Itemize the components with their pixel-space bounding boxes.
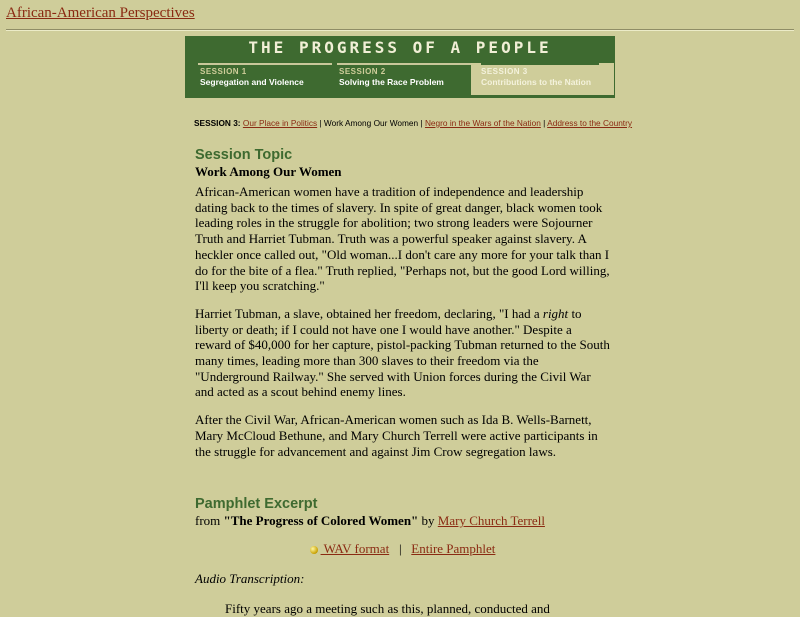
- paragraph-2-emphasis: right: [542, 305, 569, 321]
- pamphlet-by: by: [418, 513, 438, 529]
- paragraph-1: African-American women have a tradition of independence and leadership dating back to the times of slavery. In spite of great danger, black women took leading roles in the struggle for abolition; two strong leaders were Sojourner Truth and Harriet Tubman. Truth was a powerful speaker against slavery. A heckler once called out, "Old woman...I don't care any more for your talk than I do for the bite of a flea." Truth replied, "Perhaps not, but the good Lord willing, I'll keep you scratching.": [195, 184, 610, 294]
- author-link[interactable]: Mary Church Terrell: [437, 513, 545, 529]
- session-subnav: [194, 118, 632, 128]
- media-separator: |: [398, 540, 402, 556]
- audio-transcription-label: Audio Transcription:: [195, 570, 305, 586]
- entire-pamphlet-link[interactable]: Entire Pamphlet: [411, 540, 496, 556]
- subnav-separator: |: [420, 118, 423, 128]
- pamphlet-title: "The Progress of Colored Women": [223, 513, 419, 529]
- tab-session-1[interactable]: [198, 63, 332, 95]
- paragraph-3: After the Civil War, African-American women such as Ida B. Wells-Barnett, Mary McCloud Bethune, and Mary Church Terrell were active participants in the struggle for advancement and against Jim Crow segregation laws.: [195, 412, 598, 459]
- subnav-address-to-the-country[interactable]: Address to the Country: [547, 118, 633, 128]
- pamphlet-excerpt-heading: Pamphlet Excerpt: [195, 496, 318, 513]
- session-topic-subheading: Work Among Our Women: [195, 164, 342, 179]
- paragraph-2-part-a: Harriet Tubman, a slave, obtained her freedom, declaring, "I had a: [195, 305, 543, 321]
- tab-bar: [481, 63, 599, 65]
- tab-number: SESSION 1: [200, 67, 247, 76]
- paragraph-2-part-b: to liberty or death; if I could not have one I would have another." Despite a reward of $40,000 for her capture, pistol-packing Tubman returned to the South many times, leading more than 300 slaves to their freedom via the "Underground Railway." She served with Union forces during the Civil War and acted as a scout behind enemy lines.: [195, 305, 610, 400]
- pamphlet-from: from: [195, 513, 224, 529]
- paragraph-2: [195, 306, 610, 400]
- tab-number: SESSION 3: [481, 67, 528, 76]
- media-links: [195, 541, 610, 557]
- header-divider: [6, 29, 794, 31]
- subnav-label: SESSION 3:: [194, 118, 241, 128]
- subnav-negro-in-the-wars[interactable]: Negro in the Wars of the Nation: [424, 118, 541, 128]
- session-topic-heading: Session Topic: [195, 147, 293, 163]
- tab-session-3[interactable]: [471, 63, 614, 95]
- tab-session-2[interactable]: [337, 63, 471, 95]
- tab-number: SESSION 2: [339, 67, 386, 76]
- tab-name: Segregation and Violence: [200, 77, 304, 87]
- subnav-separator: |: [319, 118, 322, 128]
- tab-bar: [198, 63, 332, 65]
- transcription-text: Fifty years ago a meeting such as this, planned, conducted and: [225, 600, 550, 616]
- pamphlet-source: [195, 513, 610, 529]
- tab-name: Solving the Race Problem: [339, 77, 444, 87]
- audio-bullet-icon: [310, 546, 318, 554]
- main-content: [195, 146, 610, 617]
- banner-title: THE PROGRESS OF A PEOPLE: [248, 38, 552, 57]
- subnav-our-place-in-politics[interactable]: Our Place in Politics: [242, 118, 318, 128]
- african-american-perspectives-link[interactable]: African-American Perspectives: [6, 5, 195, 21]
- tab-bar: [337, 63, 471, 65]
- wav-format-link[interactable]: WAV format: [320, 540, 390, 556]
- subnav-work-among-our-women: Work Among Our Women: [323, 118, 419, 128]
- tab-name: Contributions to the Nation: [481, 77, 592, 87]
- subnav-separator: |: [543, 118, 546, 128]
